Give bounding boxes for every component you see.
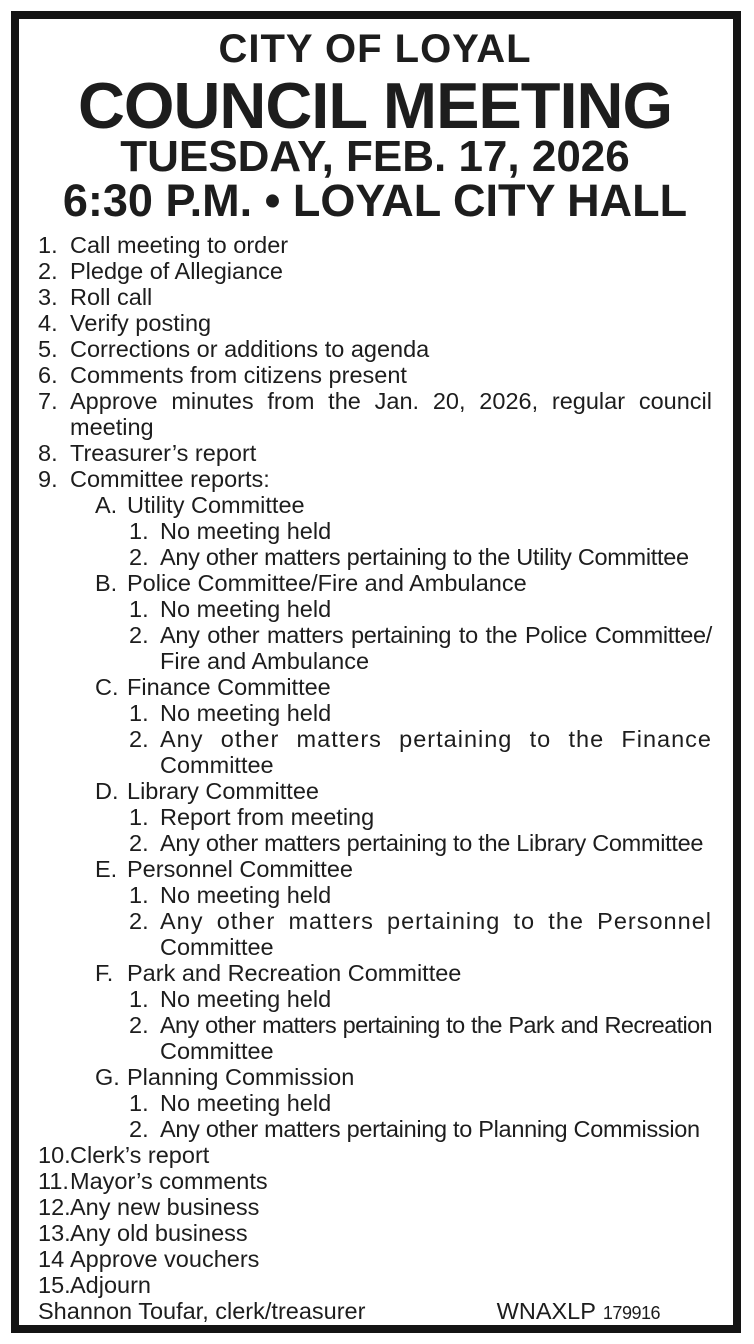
item-text-line1: Any other matters pertaining to the Finance (160, 726, 712, 752)
agenda-item (38, 1220, 712, 1246)
item-text-line1: Any other matters pertaining to the Personnel (160, 908, 712, 934)
item-marker: 2. (129, 830, 149, 856)
item-text-line2: Fire and Ambulance (160, 648, 370, 674)
item-marker: 1. (129, 1090, 149, 1116)
item-text: Verify posting (70, 310, 212, 336)
item-marker: 1. (129, 518, 149, 544)
agenda-subsubitem (129, 882, 712, 908)
item-text: No meeting held (160, 882, 332, 908)
item-marker: 8. (38, 440, 58, 466)
notice-border-box (11, 11, 741, 1333)
item-marker: 13. (38, 1220, 71, 1246)
item-marker: 2. (129, 908, 149, 934)
item-text: Any other matters pertaining to the Utility Committee (160, 544, 689, 570)
item-text: Utility Committee (127, 492, 305, 518)
item-text: No meeting held (160, 518, 332, 544)
agenda-subitem (95, 492, 712, 518)
item-text: Finance Committee (127, 674, 331, 700)
item-text: Roll call (70, 284, 153, 310)
item-text: Personnel Committee (127, 856, 353, 882)
agenda-subsubitem (129, 700, 712, 726)
meeting-title: COUNCIL MEETING (77, 69, 673, 142)
agenda-subitem (95, 960, 712, 986)
agenda-item (38, 232, 712, 258)
city-name-title: CITY OF LOYAL (218, 27, 532, 71)
clerk-signature: Shannon Toufar, clerk/treasurer (38, 1298, 366, 1324)
agenda-list (38, 232, 712, 1326)
agenda-item (38, 388, 712, 440)
meeting-time-location: 6:30 P.M. • LOYAL CITY HALL (62, 175, 688, 226)
agenda-subsubitem (129, 596, 712, 622)
notice-footer (38, 1298, 712, 1326)
agenda-subsubitem (129, 1012, 712, 1064)
item-marker: E. (95, 856, 118, 882)
agenda-subsubitem (129, 1090, 712, 1116)
item-marker: 2. (38, 258, 58, 284)
item-marker: A. (95, 492, 118, 518)
item-marker: G. (95, 1064, 120, 1090)
item-text: Police Committee/Fire and Ambulance (127, 570, 527, 596)
item-marker: F. (95, 960, 114, 986)
item-marker: 15. (38, 1272, 71, 1298)
agenda-subsubitem (129, 1116, 712, 1142)
notice-header (38, 27, 712, 226)
item-text-line1: Any other matters pertaining to the Police Committee/ (160, 622, 712, 648)
item-text: Comments from citizens present (70, 362, 407, 388)
item-marker: 1. (129, 804, 149, 830)
item-text-line2: Committee (160, 1038, 274, 1064)
agenda-item (38, 466, 712, 492)
item-marker: 2. (129, 1012, 149, 1038)
agenda-item (38, 336, 712, 362)
agenda-subitem (95, 778, 712, 804)
agenda-item (38, 1246, 712, 1272)
agenda-item (38, 1194, 712, 1220)
agenda-subsubitem (129, 518, 712, 544)
agenda-subsubitem (129, 986, 712, 1012)
item-text-line2: meeting (70, 414, 154, 440)
item-text: Library Committee (127, 778, 319, 804)
item-text: Mayor’s comments (70, 1168, 268, 1194)
item-marker: 4. (38, 310, 58, 336)
item-text (160, 1012, 712, 1064)
item-text: Any new business (70, 1194, 260, 1220)
item-text: No meeting held (160, 986, 332, 1012)
item-text-line2: Committee (160, 934, 274, 960)
item-text-line1: Approve minutes from the Jan. 20, 2026, regular council (70, 388, 712, 414)
agenda-item (38, 258, 712, 284)
agenda-item (38, 1168, 712, 1194)
item-marker: 3. (38, 284, 58, 310)
item-marker: D. (95, 778, 119, 804)
agenda-item (38, 1272, 712, 1298)
item-marker: 7. (38, 388, 58, 414)
item-text (160, 908, 712, 960)
item-marker: 5. (38, 336, 58, 362)
item-text (160, 622, 712, 674)
agenda-item (38, 284, 712, 310)
agenda-item (38, 310, 712, 336)
item-text: Report from meeting (160, 804, 375, 830)
item-marker: 2. (129, 622, 149, 648)
item-text: Call meeting to order (70, 232, 289, 258)
item-text: Approve vouchers (70, 1246, 260, 1272)
item-marker: 1. (129, 986, 149, 1012)
item-text-line2: Committee (160, 752, 274, 778)
item-text: No meeting held (160, 596, 332, 622)
item-text: Adjourn (70, 1272, 151, 1298)
agenda-item (38, 1142, 712, 1168)
agenda-subsubitem (129, 544, 712, 570)
agenda-subsubitem (129, 622, 712, 674)
item-marker: 9. (38, 466, 58, 492)
item-text: Any other matters pertaining to Planning Commission (160, 1116, 700, 1142)
item-marker: 1. (129, 596, 149, 622)
agenda-subitem (95, 1064, 712, 1090)
item-text: Treasurer’s report (70, 440, 257, 466)
agenda-subsubitem (129, 830, 712, 856)
item-text: No meeting held (160, 700, 332, 726)
item-marker: 14 (38, 1246, 65, 1272)
item-marker: 1. (38, 232, 58, 258)
item-marker: B. (95, 570, 118, 596)
item-marker: 10. (38, 1142, 71, 1168)
agenda-subitem (95, 856, 712, 882)
item-text: Any old business (70, 1220, 248, 1246)
item-text: Corrections or additions to agenda (70, 336, 430, 362)
agenda-item (38, 362, 712, 388)
agenda-item (38, 440, 712, 466)
item-marker: 2. (129, 726, 149, 752)
meeting-date: TUESDAY, FEB. 17, 2026 (120, 132, 630, 181)
item-text: Clerk’s report (70, 1142, 210, 1168)
agenda-subsubitem (129, 908, 712, 960)
item-text: No meeting held (160, 1090, 332, 1116)
agenda-subitem (95, 570, 712, 596)
item-marker: 1. (129, 700, 149, 726)
item-text (160, 726, 712, 778)
legal-publication-mark (497, 1298, 660, 1326)
item-marker: 1. (129, 882, 149, 908)
agenda-subitem (95, 674, 712, 700)
item-text: Pledge of Allegiance (70, 258, 283, 284)
notice-number: 179916 (602, 1303, 660, 1323)
item-marker: 2. (129, 1116, 149, 1142)
item-marker: 6. (38, 362, 58, 388)
item-text-line1: Any other matters pertaining to the Park and Recreation (160, 1012, 712, 1038)
item-marker: 2. (129, 544, 149, 570)
wnaxlp-mark: WNAXLP (496, 1298, 596, 1324)
item-text: Any other matters pertaining to the Library Committee (160, 830, 704, 856)
item-text: Park and Recreation Committee (127, 960, 462, 986)
agenda-subsubitem (129, 726, 712, 778)
item-marker: 12. (38, 1194, 71, 1220)
item-text: Planning Commission (127, 1064, 355, 1090)
item-marker: 11. (38, 1168, 69, 1194)
item-marker: C. (95, 674, 119, 700)
item-text (70, 388, 712, 440)
agenda-subsubitem (129, 804, 712, 830)
item-text: Committee reports: (70, 466, 270, 492)
